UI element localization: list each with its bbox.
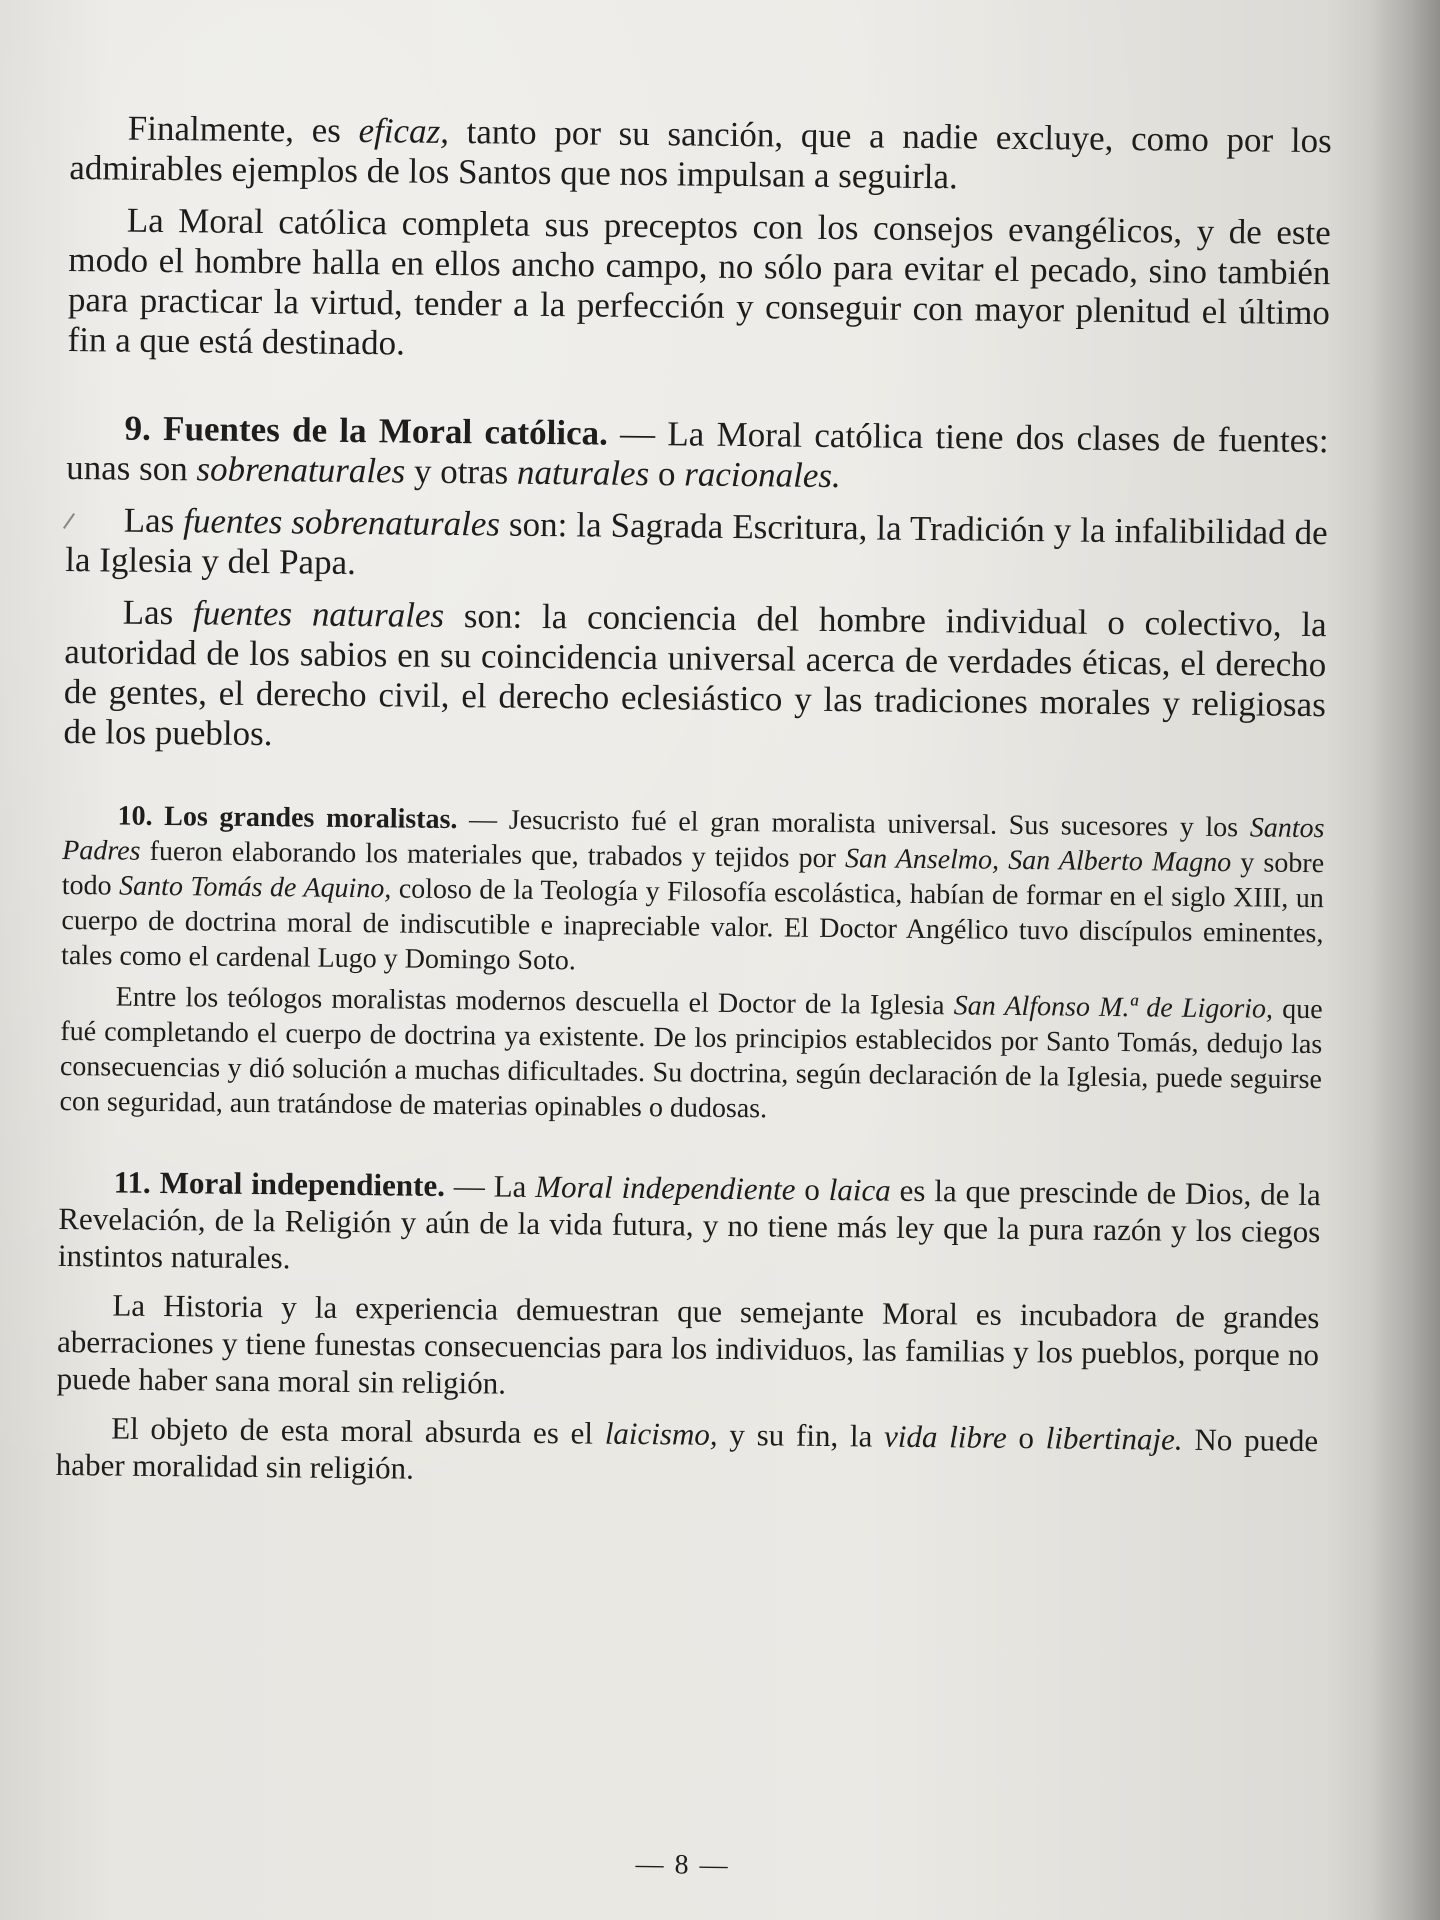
text-run: son: la conciencia del hombre individual o colectivo, la autoridad de los sabios en su coincidencia universal acerca de verdades éticas, el derecho de gentes, el derecho civil, el derecho eclesiástico y las tradiciones morales y religiosas de los pueblos. bbox=[63, 595, 1327, 754]
text-run: No puede haber moralidad sin religión. bbox=[55, 1421, 1319, 1486]
intro-block bbox=[67, 108, 1332, 373]
paragraph bbox=[56, 1409, 1319, 1496]
text-run: o bbox=[649, 454, 685, 494]
italic-run: racionales. bbox=[684, 454, 841, 496]
section-title: Los grandes moralistas. bbox=[164, 801, 458, 836]
text-run: y sobre todo bbox=[61, 847, 1325, 902]
text-run: Las bbox=[123, 500, 184, 541]
text-run: Finalmente, es bbox=[127, 108, 359, 151]
text-run: — La bbox=[444, 1167, 536, 1204]
text-run: tanto por su sanción, que a nadie excluye, como por los admirables ejemplos de los Santos que nos impulsan a seguirla. bbox=[69, 111, 1332, 197]
section-number: 10. bbox=[117, 800, 153, 832]
text-run: y otras bbox=[404, 451, 518, 492]
italic-run: libertinaje. bbox=[1045, 1420, 1183, 1457]
italic-run: naturales bbox=[516, 452, 650, 494]
text-run: Las bbox=[122, 592, 194, 633]
text-run: El objeto de esta moral absurda es el bbox=[110, 1410, 605, 1451]
text-run: y su fin, la bbox=[717, 1416, 885, 1454]
italic-run: vida libre bbox=[883, 1418, 1007, 1455]
text-run: La Moral católica completa sus preceptos con los consejos evangélicos, y de este modo el hombre halla en ellos ancho campo, no sólo para evitar el pecado, sino también para practicar la virtud, tender a la perfección y conseguir con mayor plenitud el último fin a que está destinado. bbox=[67, 200, 1331, 363]
text-run: es la que prescinde de Dios, de la Revelación, de la Religión y aún de la vida futura, y no tiene más ley que la pura razón y los ciegos instintos naturales. bbox=[57, 1172, 1321, 1276]
text-run: La Historia y la experiencia demuestran que semejante Moral es incubadora de grandes aberraciones y tiene funestas consecuencias para los individuos, las familias y los pueblos, porque no puede haber sana moral sin religión. bbox=[56, 1287, 1320, 1401]
page-number: — 8 — bbox=[635, 1849, 730, 1882]
paragraph bbox=[67, 200, 1331, 373]
text-run: Entre los teólogos moralistas modernos descuella el Doctor de la Iglesia bbox=[115, 981, 954, 1022]
italic-run: San Anselmo, San Alberto Magno bbox=[844, 843, 1232, 879]
section-heading-paragraph bbox=[66, 408, 1329, 501]
paragraph bbox=[57, 1286, 1320, 1410]
text-run: — Jesucristo fué el gran moralista universal. Sus sucesores y los bbox=[457, 804, 1251, 844]
italic-run: fuentes naturales bbox=[192, 593, 445, 635]
section-10 bbox=[59, 798, 1324, 1132]
paragraph bbox=[65, 500, 1328, 593]
paragraph bbox=[63, 592, 1327, 765]
italic-run: eficaz, bbox=[358, 111, 450, 151]
section-heading-paragraph bbox=[58, 1163, 1321, 1287]
section-title: Moral independiente. bbox=[159, 1164, 446, 1203]
section-11 bbox=[56, 1163, 1321, 1496]
italic-run: sobrenaturales bbox=[196, 449, 406, 491]
italic-run: San Alfonso M.ª de Ligorio, bbox=[953, 990, 1274, 1025]
section-title: Fuentes de la Moral católica. bbox=[162, 408, 609, 453]
page-content bbox=[55, 108, 1332, 1882]
italic-run: fuentes sobrenaturales bbox=[183, 501, 501, 544]
text-run: fueron elaborando los materiales que, trabados y tejidos por bbox=[140, 835, 846, 875]
spine-shadow bbox=[1370, 0, 1440, 1920]
text-run: o bbox=[795, 1171, 829, 1208]
italic-run: laica bbox=[828, 1172, 891, 1208]
section-number: 9. bbox=[124, 408, 152, 448]
section-9 bbox=[63, 408, 1329, 765]
text-run: — La Moral católica tiene dos clases de fuentes: unas son bbox=[66, 413, 1329, 489]
section-heading-paragraph bbox=[61, 798, 1325, 986]
text-run: o bbox=[1006, 1419, 1046, 1456]
text-run: coloso de la Teología y Filosofía escolástica, habían de formar en el siglo XIII, un cuerpo de doctrina moral de indiscutible e inapreciable valor. El Doctor Angélico tuvo discípulos eminentes, tales como el cardenal Lugo y Domingo Soto. bbox=[60, 873, 1324, 977]
text-run: que fué completando el cuerpo de doctrina ya existente. De los principios establecidos por Santo Tomás, dedujo las consecuencias y dió solución a muchas dificultades. Su doctrina, según declaración de la Iglesia, puede seguirse con seguridad, aun tratándose de materias opinables o dudosas. bbox=[59, 993, 1323, 1125]
italic-run: Santo Tomás de Aquino, bbox=[118, 870, 392, 905]
section-number: 11. bbox=[113, 1164, 151, 1200]
italic-run: Moral independiente bbox=[535, 1168, 796, 1207]
text-run: son: la Sagrada Escritura, la Tradición y la infalibilidad de la Iglesia y del Papa. bbox=[65, 504, 1328, 583]
italic-run: Santos Padres bbox=[62, 812, 1325, 867]
italic-run: laicismo, bbox=[604, 1415, 718, 1452]
paragraph bbox=[59, 979, 1322, 1132]
paragraph bbox=[69, 108, 1332, 201]
